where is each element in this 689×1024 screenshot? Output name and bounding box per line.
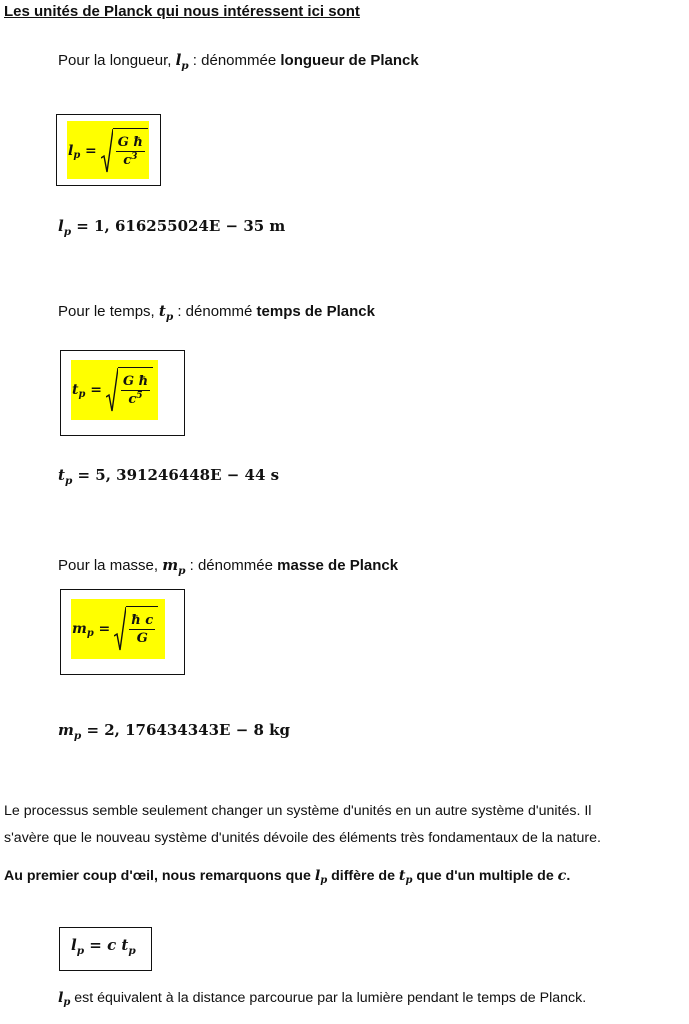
sqrt-symbol xyxy=(106,367,153,413)
mass-symbol: $m_p$ xyxy=(162,556,186,577)
length-term: longueur de Planck xyxy=(280,52,419,69)
length-after-text: : dénommée xyxy=(188,52,281,69)
page-title: Les unités de Planck qui nous intéressent ici sont xyxy=(4,3,360,20)
paragraph-line-1: Le processus semble seulement changer un système d'unités en un autre système d'unités. Il xyxy=(4,803,592,819)
time-denominator: $c^5$ xyxy=(128,390,143,407)
mass-intro xyxy=(58,556,399,577)
mass-formula-lhs: $m_p$ = xyxy=(72,621,111,640)
length-intro xyxy=(58,51,419,72)
mass-term: masse de Planck xyxy=(277,557,399,574)
relation-formula: $l_p = c$ $t_p$ xyxy=(71,936,136,957)
length-formula xyxy=(68,127,148,175)
body-paragraph xyxy=(4,798,684,852)
sqrt-symbol xyxy=(114,606,158,652)
paragraph-line-2: s'avère que le nouveau système d'unités dévoile des éléments très fondamentaux de la nature. xyxy=(4,830,601,846)
time-symbol: $t_p$ xyxy=(158,302,174,323)
length-intro-text: Pour la longueur, xyxy=(58,52,176,69)
mass-after-text: : dénommée xyxy=(185,557,278,574)
mass-formula xyxy=(72,605,158,653)
time-value: $t_p = 5$, 391246448E − 44 s xyxy=(58,466,280,487)
length-numerator: G ħ xyxy=(117,134,143,150)
mass-value: $m_p = 2$, 176434343E − 8 kg xyxy=(58,721,291,742)
length-value: $l_p = 1$, 616255024E − 35 m xyxy=(58,217,286,238)
length-symbol: $l_p$ xyxy=(175,51,189,72)
mass-numerator: ħ c xyxy=(131,612,154,628)
mass-intro-text: Pour la masse, xyxy=(58,557,163,574)
time-formula xyxy=(72,366,153,414)
length-formula-lhs: $l_p$ = xyxy=(68,143,97,162)
time-intro xyxy=(58,302,375,323)
conclusion-line: $l_p$ est équivalent à la distance parcourue par la lumière pendant le temps de Planck. xyxy=(58,990,587,1009)
time-numerator: G ħ xyxy=(122,373,149,389)
time-intro-text: Pour le temps, xyxy=(58,303,159,320)
time-after-text: : dénommé xyxy=(173,303,257,320)
time-formula-lhs: $t_p$ = xyxy=(72,382,102,401)
time-term: temps de Planck xyxy=(256,303,375,320)
sqrt-symbol xyxy=(101,128,148,174)
remark-line: Au premier coup d'œil, nous remarquons que $l_p$ diffère de $t_p$ que d'un multiple de c. xyxy=(4,868,571,887)
mass-denominator: G xyxy=(136,630,148,646)
length-denominator: $c^3$ xyxy=(123,151,138,168)
